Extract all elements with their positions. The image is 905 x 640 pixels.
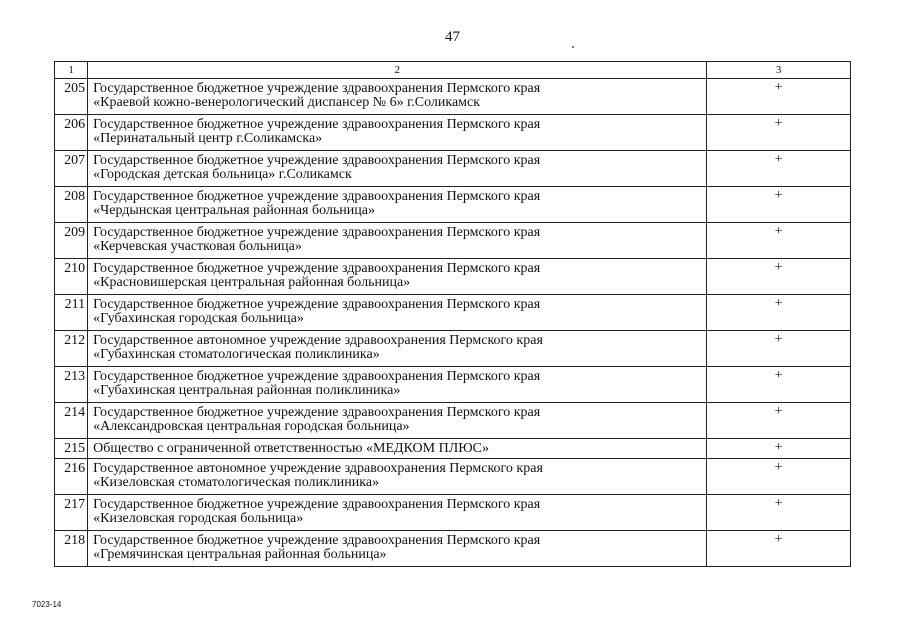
institution-name: [88, 295, 707, 331]
row-number: 206: [55, 115, 88, 151]
institution-title: «Перинатальный центр г.Соликамска»: [93, 130, 323, 146]
institution-name: [88, 223, 707, 259]
institution-title: «Городская детская больница» г.Соликамск: [93, 166, 352, 182]
row-number: 214: [55, 403, 88, 439]
institution-title: «Керчевская участковая больница»: [93, 238, 302, 254]
institution-title: «Кизеловская стоматологическая поликлиника»: [93, 474, 380, 490]
table-row: [55, 259, 851, 295]
institution-name: [88, 331, 707, 367]
institution-type: Государственное автономное учреждение здравоохранения Пермского края: [93, 461, 543, 476]
participation-mark: +: [707, 295, 851, 331]
institution-title: «Александровская центральная городская больница»: [93, 418, 410, 434]
table-row: [55, 367, 851, 403]
table-row: [55, 403, 851, 439]
row-number: 208: [55, 187, 88, 223]
institution-title: «Краевой кожно-венерологический диспансер № 6» г.Соликамск: [93, 94, 481, 110]
institution-name: [88, 403, 707, 439]
institution-name: [88, 151, 707, 187]
participation-mark: +: [707, 367, 851, 403]
institution-type: Государственное бюджетное учреждение здравоохранения Пермского края: [93, 261, 541, 276]
table-row: [55, 295, 851, 331]
row-number: 211: [55, 295, 88, 331]
participation-mark: +: [707, 459, 851, 495]
institution-type: Государственное бюджетное учреждение здравоохранения Пермского края: [93, 81, 541, 96]
institution-name: [88, 495, 707, 531]
institution-title: «Красновишерская центральная районная больница»: [93, 274, 411, 290]
institution-name: [88, 79, 707, 115]
institution-name: [88, 259, 707, 295]
institution-title: «Гремячинская центральная районная больница»: [93, 546, 387, 562]
header-col-1: 1: [55, 62, 88, 79]
row-number: 210: [55, 259, 88, 295]
institution-name: [88, 115, 707, 151]
row-number: 205: [55, 79, 88, 115]
institution-title: «Губахинская стоматологическая поликлиника»: [93, 346, 380, 362]
institution-title: «Чердынская центральная районная больница»: [93, 202, 375, 218]
institution-type: Общество с ограниченной ответственностью «МЕДКОМ ПЛЮС»: [93, 441, 489, 456]
table-row: [55, 495, 851, 531]
row-number: 209: [55, 223, 88, 259]
table-row: [55, 115, 851, 151]
row-number: 216: [55, 459, 88, 495]
row-number: 213: [55, 367, 88, 403]
institution-title: «Губахинская городская больница»: [93, 310, 304, 326]
participation-mark: +: [707, 187, 851, 223]
participation-mark: +: [707, 151, 851, 187]
institution-type: Государственное бюджетное учреждение здравоохранения Пермского края: [93, 189, 541, 204]
institution-name: [88, 367, 707, 403]
table-row: [55, 459, 851, 495]
participation-mark: +: [707, 259, 851, 295]
row-number: 212: [55, 331, 88, 367]
institution-type: Государственное автономное учреждение здравоохранения Пермского края: [93, 333, 543, 348]
table-row: [55, 187, 851, 223]
row-number: 218: [55, 531, 88, 567]
institution-type: Государственное бюджетное учреждение здравоохранения Пермского края: [93, 225, 541, 240]
institution-name: [88, 187, 707, 223]
participation-mark: +: [707, 331, 851, 367]
table-row: [55, 531, 851, 567]
institution-type: Государственное бюджетное учреждение здравоохранения Пермского края: [93, 533, 541, 548]
participation-mark: +: [707, 495, 851, 531]
participation-mark: +: [707, 531, 851, 567]
participation-mark: +: [707, 115, 851, 151]
institution-type: Государственное бюджетное учреждение здравоохранения Пермского края: [93, 497, 541, 512]
participation-mark: +: [707, 403, 851, 439]
institution-title: «Губахинская центральная районная поликлиника»: [93, 382, 401, 398]
row-number: 215: [55, 439, 88, 459]
institution-type: Государственное бюджетное учреждение здравоохранения Пермского края: [93, 153, 541, 168]
table-body: [55, 79, 851, 567]
document-code: 7023-14: [32, 600, 62, 609]
table-row: [55, 223, 851, 259]
table-row: [55, 439, 851, 459]
institution-type: Государственное бюджетное учреждение здравоохранения Пермского края: [93, 405, 541, 420]
header-col-3: 3: [707, 62, 851, 79]
page-number: 47: [445, 29, 460, 45]
participation-mark: +: [707, 439, 851, 459]
institution-name: [88, 531, 707, 567]
institution-name: [88, 459, 707, 495]
institution-type: Государственное бюджетное учреждение здравоохранения Пермского края: [93, 297, 541, 312]
table-row: [55, 331, 851, 367]
institution-title: «Кизеловская городская больница»: [93, 510, 304, 526]
table-header-row: [55, 62, 851, 79]
institutions-table: [54, 61, 851, 567]
institution-type: Государственное бюджетное учреждение здравоохранения Пермского края: [93, 369, 541, 384]
table-row: [55, 79, 851, 115]
row-number: 207: [55, 151, 88, 187]
institution-name: [88, 439, 707, 459]
participation-mark: +: [707, 223, 851, 259]
scan-speck: [572, 46, 574, 48]
header-col-2: 2: [88, 62, 707, 79]
institution-type: Государственное бюджетное учреждение здравоохранения Пермского края: [93, 117, 541, 132]
table-row: [55, 151, 851, 187]
participation-mark: +: [707, 79, 851, 115]
row-number: 217: [55, 495, 88, 531]
